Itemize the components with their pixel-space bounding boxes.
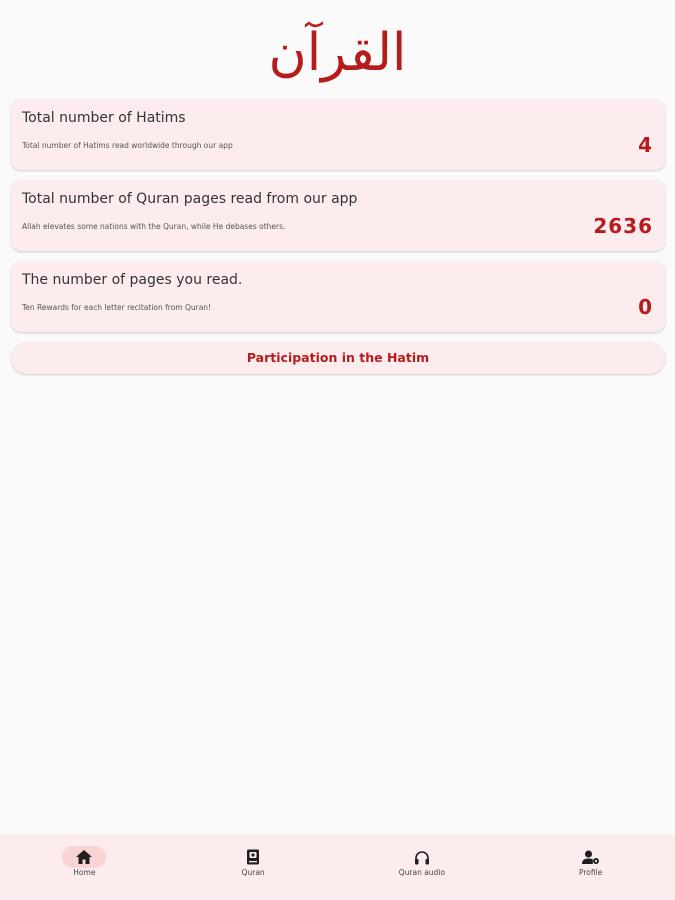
card-value: 2636 xyxy=(593,214,653,238)
card-subtitle: Allah elevates some nations with the Quran, while He debases others. xyxy=(22,222,286,231)
headphones-icon xyxy=(414,850,430,865)
nav-label: Quran xyxy=(241,868,265,877)
nav-item-home[interactable] xyxy=(0,834,169,900)
card-title: Total number of Hatims xyxy=(22,110,186,126)
profile-settings-icon xyxy=(582,850,600,865)
card-value: 4 xyxy=(638,133,653,157)
card-title: Total number of Quran pages read from our app xyxy=(22,191,358,207)
nav-label: Home xyxy=(73,868,96,877)
card-value: 0 xyxy=(638,295,653,319)
home-icon xyxy=(76,850,92,864)
nav-active-indicator xyxy=(62,846,106,868)
hatims-total-card xyxy=(11,99,665,170)
card-title: The number of pages you read. xyxy=(22,272,243,288)
bottom-navigation xyxy=(0,834,675,900)
card-subtitle: Total number of Hatims read worldwide through our app xyxy=(22,141,233,150)
pages-total-card xyxy=(11,180,665,251)
card-subtitle: Ten Rewards for each letter recitation from Quran! xyxy=(22,303,212,312)
nav-item-profile[interactable] xyxy=(506,834,675,900)
participate-hatim-button[interactable]: Participation in the Hatim xyxy=(11,342,665,374)
nav-label: Quran audio xyxy=(398,868,445,877)
nav-item-quran-audio[interactable] xyxy=(338,834,507,900)
nav-item-quran[interactable] xyxy=(169,834,338,900)
nav-label: Profile xyxy=(578,868,603,877)
user-pages-card xyxy=(11,261,665,332)
app-title: القرآن xyxy=(268,23,407,83)
book-icon xyxy=(246,849,260,865)
